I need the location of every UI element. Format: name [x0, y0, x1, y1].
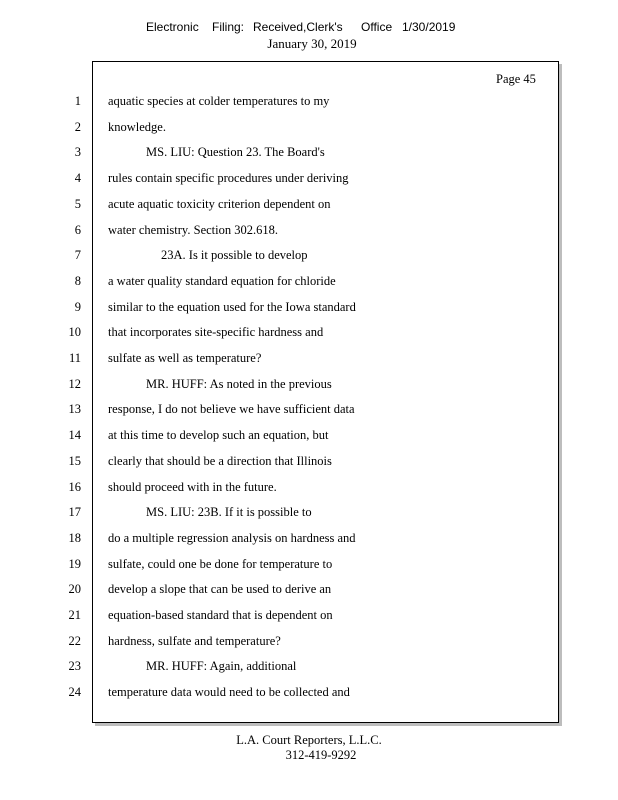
line-text: knowledge.	[108, 119, 166, 134]
line-text: similar to the equation used for the Iowa standard	[108, 299, 356, 314]
transcript-line	[0, 300, 618, 318]
transcript-line	[0, 659, 618, 677]
line-number: 21	[68, 608, 81, 622]
line-number: 2	[74, 119, 81, 134]
line-text: acute aquatic toxicity criterion dependent on	[108, 196, 331, 211]
line-text: equation-based standard that is dependent on	[108, 608, 333, 622]
line-text: sulfate as well as temperature?	[108, 351, 262, 365]
line-number: 13	[68, 402, 81, 417]
line-text: MS. LIU: 23B. If it is possible to	[146, 505, 312, 520]
transcript-line	[0, 634, 618, 652]
transcript-line	[0, 531, 618, 549]
line-text: rules contain specific procedures under deriving	[108, 171, 349, 186]
transcript-line	[0, 428, 618, 446]
filing-stamp	[0, 20, 618, 36]
line-number: 15	[68, 453, 81, 468]
transcript-line	[0, 557, 618, 575]
line-number: 20	[68, 582, 81, 597]
line-number: 6	[74, 222, 81, 237]
transcript-line	[0, 402, 618, 420]
line-number: 16	[68, 479, 81, 494]
transcript-line	[0, 685, 618, 703]
line-text: clearly that should be a direction that Illinois	[108, 453, 332, 468]
footer-company: L.A. Court Reporters, L.L.C.	[236, 733, 382, 747]
transcript-line	[0, 582, 618, 600]
transcript-line	[0, 325, 618, 343]
line-number: 7	[74, 248, 81, 263]
line-text: MS. LIU: Question 23. The Board's	[146, 145, 325, 160]
line-number: 11	[68, 351, 81, 365]
transcript-line	[0, 197, 618, 215]
transcript-line	[0, 223, 618, 241]
transcript-line	[0, 171, 618, 189]
transcript-line	[0, 120, 618, 138]
transcript-line	[0, 274, 618, 292]
line-number: 8	[74, 273, 81, 288]
filing-stamp-office: Office	[361, 20, 393, 34]
line-text: sulfate, could one be done for temperature to	[108, 556, 333, 571]
line-text: hardness, sulfate and temperature?	[108, 633, 281, 648]
line-text: a water quality standard equation for chloride	[108, 273, 336, 288]
transcript-line	[0, 94, 618, 112]
line-text: aquatic species at colder temperatures to my	[108, 94, 330, 108]
line-number: 19	[68, 556, 81, 571]
line-text: do a multiple regression analysis on hardness and	[108, 530, 356, 545]
transcript-line	[0, 505, 618, 523]
line-number: 1	[74, 94, 81, 108]
line-text: MR. HUFF: Again, additional	[146, 659, 297, 674]
line-text: that incorporates site-specific hardness and	[108, 325, 324, 340]
line-number: 24	[68, 685, 81, 700]
line-number: 22	[68, 633, 81, 648]
line-text: MR. HUFF: As noted in the previous	[146, 376, 332, 391]
filing-stamp-electronic: Electronic	[146, 20, 199, 34]
line-text: should proceed with in the future.	[108, 479, 277, 494]
transcript-line	[0, 351, 618, 369]
page-number: Page 45	[496, 72, 536, 86]
filing-date: January 30, 2019	[267, 36, 357, 51]
footer-phone: 312-419-9292	[285, 748, 357, 762]
transcript-line	[0, 377, 618, 395]
line-number: 17	[68, 505, 81, 520]
line-text: temperature data would need to be collected and	[108, 685, 350, 700]
transcript-line	[0, 608, 618, 626]
filing-stamp-date: 1/30/2019	[402, 20, 456, 34]
line-number: 10	[68, 325, 81, 340]
transcript-line	[0, 248, 618, 266]
line-number: 12	[68, 376, 81, 391]
line-text: at this time to develop such an equation, but	[108, 428, 329, 443]
transcript-line	[0, 454, 618, 472]
line-text: water chemistry. Section 302.618.	[108, 222, 278, 237]
line-number: 14	[68, 428, 81, 443]
filing-stamp-filing: Filing:	[212, 20, 245, 34]
line-number: 23	[68, 659, 81, 674]
transcript-line	[0, 145, 618, 163]
line-text: develop a slope that can be used to derive an	[108, 582, 332, 597]
line-text: response, I do not believe we have sufficient data	[108, 402, 355, 417]
line-text: 23A. Is it possible to develop	[161, 248, 308, 263]
line-number: 18	[68, 530, 81, 545]
line-number: 9	[74, 299, 81, 314]
line-number: 4	[74, 171, 81, 186]
line-number: 5	[74, 196, 81, 211]
filing-stamp-received: Received,Clerk's	[253, 20, 343, 34]
line-number: 3	[74, 145, 81, 160]
transcript-line	[0, 480, 618, 498]
